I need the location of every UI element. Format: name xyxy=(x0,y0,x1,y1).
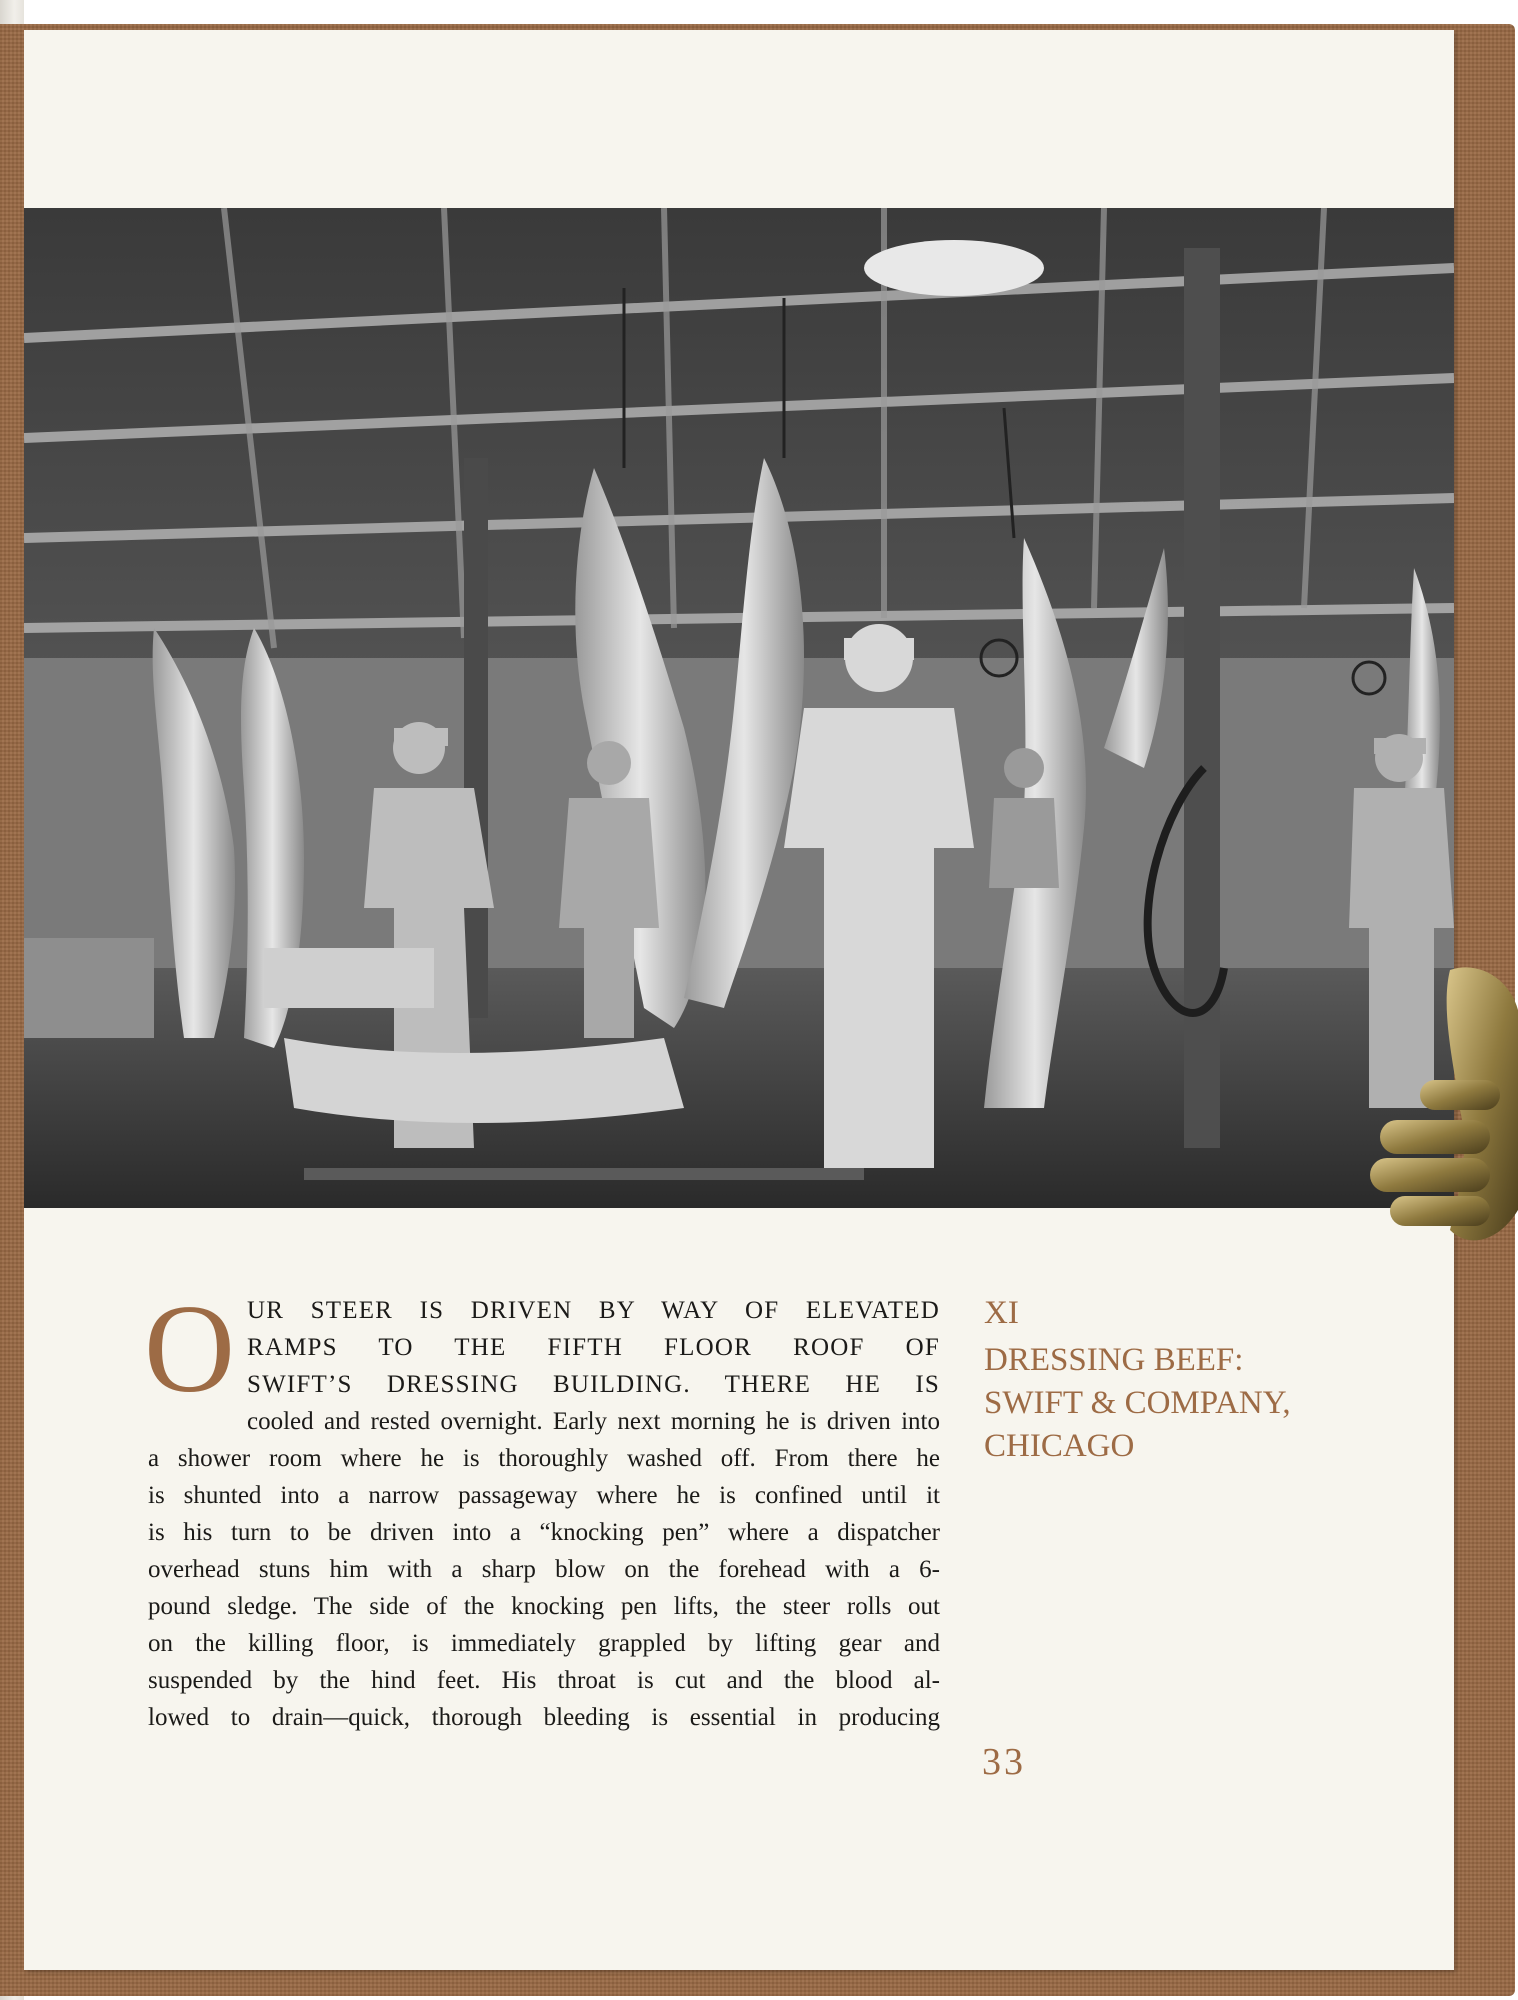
book-page xyxy=(24,30,1454,1970)
text-line: overhead stuns him with a sharp blow on the forehead with a 6- xyxy=(148,1556,940,1583)
text-line: pound sledge. The side of the knocking pen lifts, the steer rolls out xyxy=(148,1593,940,1620)
body-paragraph xyxy=(144,1280,940,1736)
caps-line: RAMPS TO THE FIFTH FLOOR ROOF OF xyxy=(247,1334,940,1361)
chapter-title-line: CHICAGO xyxy=(984,1428,1135,1464)
caps-line: SWIFT’S DRESSING BUILDING. THERE HE IS xyxy=(247,1371,940,1398)
text-line: lowed to drain—quick, thorough bleeding is essential in producing xyxy=(148,1704,940,1731)
text-line: a shower room where he is thoroughly washed off. From there he xyxy=(148,1445,940,1472)
drop-cap: O xyxy=(144,1280,235,1419)
text-line: suspended by the hind feet. His throat is cut and the blood al- xyxy=(148,1667,940,1694)
text-line: is his turn to be driven into a “knocking pen” where a dispatcher xyxy=(148,1519,940,1546)
text-line: is shunted into a narrow passageway where he is confined until it xyxy=(148,1482,940,1509)
chapter-number: XI xyxy=(984,1295,1019,1331)
brass-hand-page-holder xyxy=(1360,950,1518,1250)
page-number: 33 xyxy=(982,1741,1026,1783)
slaughterhouse-illustration xyxy=(24,208,1454,1208)
text-line: on the killing floor, is immediately grappled by lifting gear and xyxy=(148,1630,940,1657)
illustration-plate xyxy=(24,208,1454,1208)
chapter-title-line: SWIFT & COMPANY, xyxy=(984,1385,1291,1421)
text-line: cooled and rested overnight. Early next morning he is driven into xyxy=(247,1408,940,1435)
chapter-title-line: DRESSING BEEF: xyxy=(984,1342,1244,1378)
caps-line: UR STEER IS DRIVEN BY WAY OF ELEVATED xyxy=(247,1297,940,1324)
chapter-heading xyxy=(984,1292,1404,1468)
